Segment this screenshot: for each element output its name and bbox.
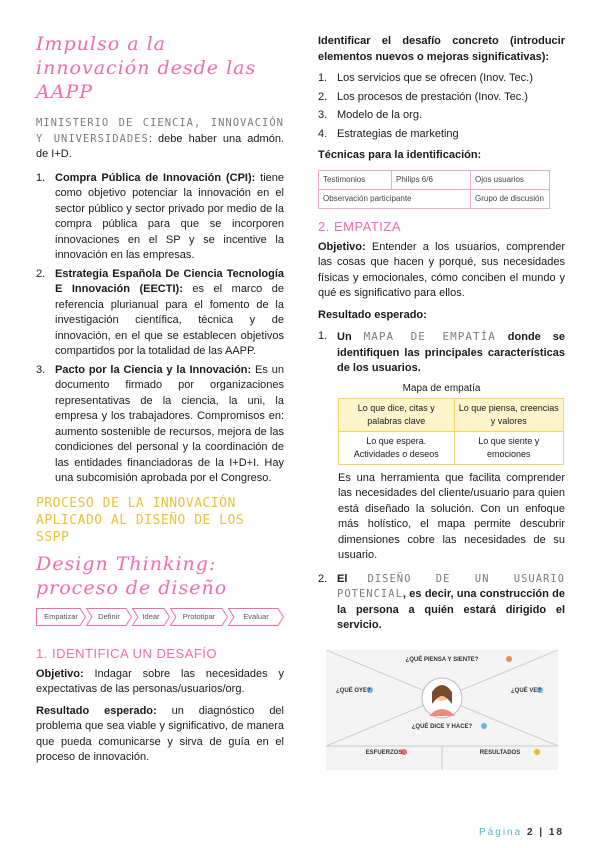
step-idear bbox=[132, 608, 170, 626]
list-bold: Estrategia Española De Ciencia Tecnología E Innovación (EECTI): bbox=[55, 267, 284, 295]
list-item bbox=[36, 363, 284, 487]
list-bold: Pacto por la Ciencia y la Innovación: bbox=[55, 363, 252, 376]
table-cell: Lo que dice, citas y palabras clave bbox=[339, 398, 455, 431]
page-footer bbox=[479, 827, 564, 838]
list-item bbox=[36, 171, 284, 264]
table-cell: Ojos usuarios bbox=[471, 170, 550, 189]
table-row bbox=[339, 398, 564, 431]
table-row bbox=[319, 170, 550, 189]
objetivo-paragraph bbox=[36, 667, 284, 698]
list-number: 4. bbox=[318, 127, 328, 140]
objetivo-label: Objetivo: bbox=[36, 667, 84, 680]
footer-total: 18 bbox=[548, 827, 564, 838]
list-text: Los procesos de prestación (Inov. Tec.) bbox=[337, 90, 528, 103]
footer-page: 2 bbox=[526, 827, 535, 838]
table-cell: Grupo de discusión bbox=[471, 189, 550, 208]
list-text: Es un documento firmado por organizaciones representativas de la ciencia, la uni, la empresa y los trabajadores. Compromisos en: aumento sostenible de recursos, mejora de las condiciones del personal y la coordinación de las entidades financiadoras de la I+D+I. Hay una subcomisión aprobada por el Congreso. bbox=[55, 363, 284, 484]
table-cell: Lo que espera. Actividades o deseos bbox=[339, 431, 455, 464]
step-evaluar bbox=[228, 608, 284, 626]
step-label: Idear bbox=[142, 612, 160, 621]
list-text: Estrategias de marketing bbox=[337, 127, 459, 140]
objetivo-text: Entender a los usuarios, comprender las cosas que hacen y porqué, sus necesidades físicas y emocionales, cómo conciben el mundo y qué es significativo para ellos. bbox=[318, 240, 565, 299]
table-row bbox=[319, 189, 550, 208]
item-pre: El bbox=[337, 572, 368, 585]
ministry-rest: : debe haber una admón. de I+D. bbox=[36, 132, 284, 160]
trophy-icon bbox=[534, 749, 540, 755]
list-number: 1. bbox=[36, 171, 46, 184]
list-text: es el marco de referencia plurianual para el fomento de la investigación científica, técnica y de innovación, en el que se establecen objetivos compartidos por la totalidad de las AAPP. bbox=[55, 283, 284, 357]
list-number: 2. bbox=[318, 90, 328, 103]
item-post: , es decir, una construcción de la persona a quién estará dirigido el servicio. bbox=[337, 588, 565, 631]
objetivo-label: Objetivo: bbox=[318, 240, 366, 253]
list-text: Modelo de la org. bbox=[337, 109, 422, 121]
step-label: Empatizar bbox=[44, 612, 78, 621]
speech-icon bbox=[481, 723, 487, 729]
item-pre: Un bbox=[337, 331, 364, 343]
diagram-svg bbox=[326, 650, 558, 770]
label-dice: ¿QUÉ DICE Y HACE? bbox=[411, 724, 473, 730]
list-number: 1. bbox=[318, 72, 328, 84]
resultado-text: un diagnóstico del problema que sea viable y significativo, de manera que pueda comunicarse y sirva de guía en el proceso de innovación. bbox=[36, 704, 284, 763]
list-item bbox=[318, 329, 565, 377]
label-piensa: ¿QUÉ PIENSA Y SIENTE? bbox=[405, 657, 479, 663]
empathy-map-diagram bbox=[326, 650, 558, 770]
label-resultados: RESULTADOS bbox=[479, 750, 521, 756]
list-item bbox=[318, 127, 565, 143]
tecnicas-title: Técnicas para la identificación: bbox=[318, 149, 482, 161]
empatiza-resultado-label: Resultado esperado: bbox=[318, 308, 427, 321]
item-caps: DISEÑO DE UN USUARIO POTENCIAL bbox=[337, 572, 565, 600]
table-cell: Observación participante bbox=[319, 189, 471, 208]
step-prototipar bbox=[170, 608, 228, 626]
empatiza-objetivo bbox=[318, 240, 565, 302]
step-empatizar bbox=[36, 608, 86, 626]
list-text: tiene como objetivo potenciar la innovación en el sector público y sector privado por medio de la compra pública para que se incorporen innovaciones en el SP y se incentive la innovación en las empresas. bbox=[55, 171, 284, 261]
list-bold: Compra Pública de Innovación (CPI): bbox=[55, 171, 256, 184]
mapa-description: Es una herramienta que facilita comprender las necesidades del cliente/usuario para quien está diseñado la solución. Con un enfoque más holístico, el mapa permite descubrir dimensiones cobre las necesidades de su usuario. bbox=[338, 471, 565, 561]
list-text: Los servicios que se ofrecen (Inov. Tec.) bbox=[337, 72, 533, 84]
resultado-label: Resultado esperado: bbox=[36, 704, 157, 717]
resultado-paragraph bbox=[36, 704, 284, 766]
label-esfuerzos: ESFUERZOS bbox=[365, 750, 403, 756]
step-definir bbox=[86, 608, 132, 626]
list-item bbox=[36, 267, 284, 360]
section-title-impulso: Impulso a la innovación desde las AAPP bbox=[36, 33, 257, 103]
desafio-list bbox=[318, 71, 565, 142]
table-cell: Philips 6/6 bbox=[392, 170, 471, 189]
table-cell: Testimonios bbox=[319, 170, 392, 189]
table-cell: Lo que piensa, creencias y valores bbox=[454, 398, 563, 431]
heading-identifica: 1. IDENTIFICA UN DESAFÍO bbox=[36, 645, 218, 661]
objetivo-text: Indagar sobre las necesidades y expectativas de las personas/usuarios/org. bbox=[36, 667, 284, 695]
step-label: Evaluar bbox=[243, 612, 269, 621]
section-heading-proceso: PROCESO DE LA INNOVACIÓN APLICADO AL DISEÑO DE LOS SSPP bbox=[36, 495, 245, 545]
list-number: 2. bbox=[36, 267, 46, 280]
list-item bbox=[318, 90, 565, 106]
empatiza-list-2 bbox=[318, 572, 565, 634]
list-number: 2. bbox=[318, 572, 328, 585]
item-caps: MAPA DE EMPATÍA bbox=[363, 330, 496, 343]
step-label: Prototipar bbox=[182, 612, 216, 621]
heading-empatiza: 2. EMPATIZA bbox=[318, 218, 402, 234]
empatiza-list bbox=[318, 329, 565, 377]
list-number: 3. bbox=[36, 363, 46, 376]
right-column bbox=[318, 34, 565, 637]
ministry-paragraph bbox=[36, 116, 284, 163]
footer-separator: | bbox=[534, 827, 549, 838]
ministry-caps: MINISTERIO DE CIENCIA, INNOVACIÓN Y UNIVERSIDADES bbox=[36, 117, 284, 145]
list-number: 1. bbox=[318, 330, 328, 342]
list-item bbox=[318, 108, 565, 124]
list-item bbox=[318, 572, 565, 634]
table-row bbox=[339, 431, 564, 464]
design-steps bbox=[36, 608, 284, 626]
mapa-empatia-table bbox=[338, 398, 564, 465]
list-item bbox=[318, 71, 565, 87]
desafio-intro: Identificar el desafío concreto (introducir elementos nuevos o mejoras significativas): bbox=[318, 35, 565, 63]
label-oye: ¿QUÉ OYE? bbox=[336, 688, 371, 694]
tecnicas-table bbox=[318, 170, 550, 209]
mapa-title: Mapa de empatía bbox=[402, 382, 481, 394]
footer-label: Página bbox=[479, 827, 523, 838]
step-label: Definir bbox=[98, 612, 120, 621]
list-number: 3. bbox=[318, 109, 328, 121]
impulso-list bbox=[36, 171, 284, 487]
item-post: donde se identifiquen las principales características de los usuarios. bbox=[337, 331, 565, 374]
left-column bbox=[36, 32, 284, 766]
label-ve: ¿QUÉ VE? bbox=[511, 688, 542, 694]
thought-icon bbox=[506, 656, 512, 662]
design-thinking-title: Design Thinking: proceso de diseño bbox=[36, 552, 228, 599]
table-cell: Lo que siente y emociones bbox=[454, 431, 563, 464]
